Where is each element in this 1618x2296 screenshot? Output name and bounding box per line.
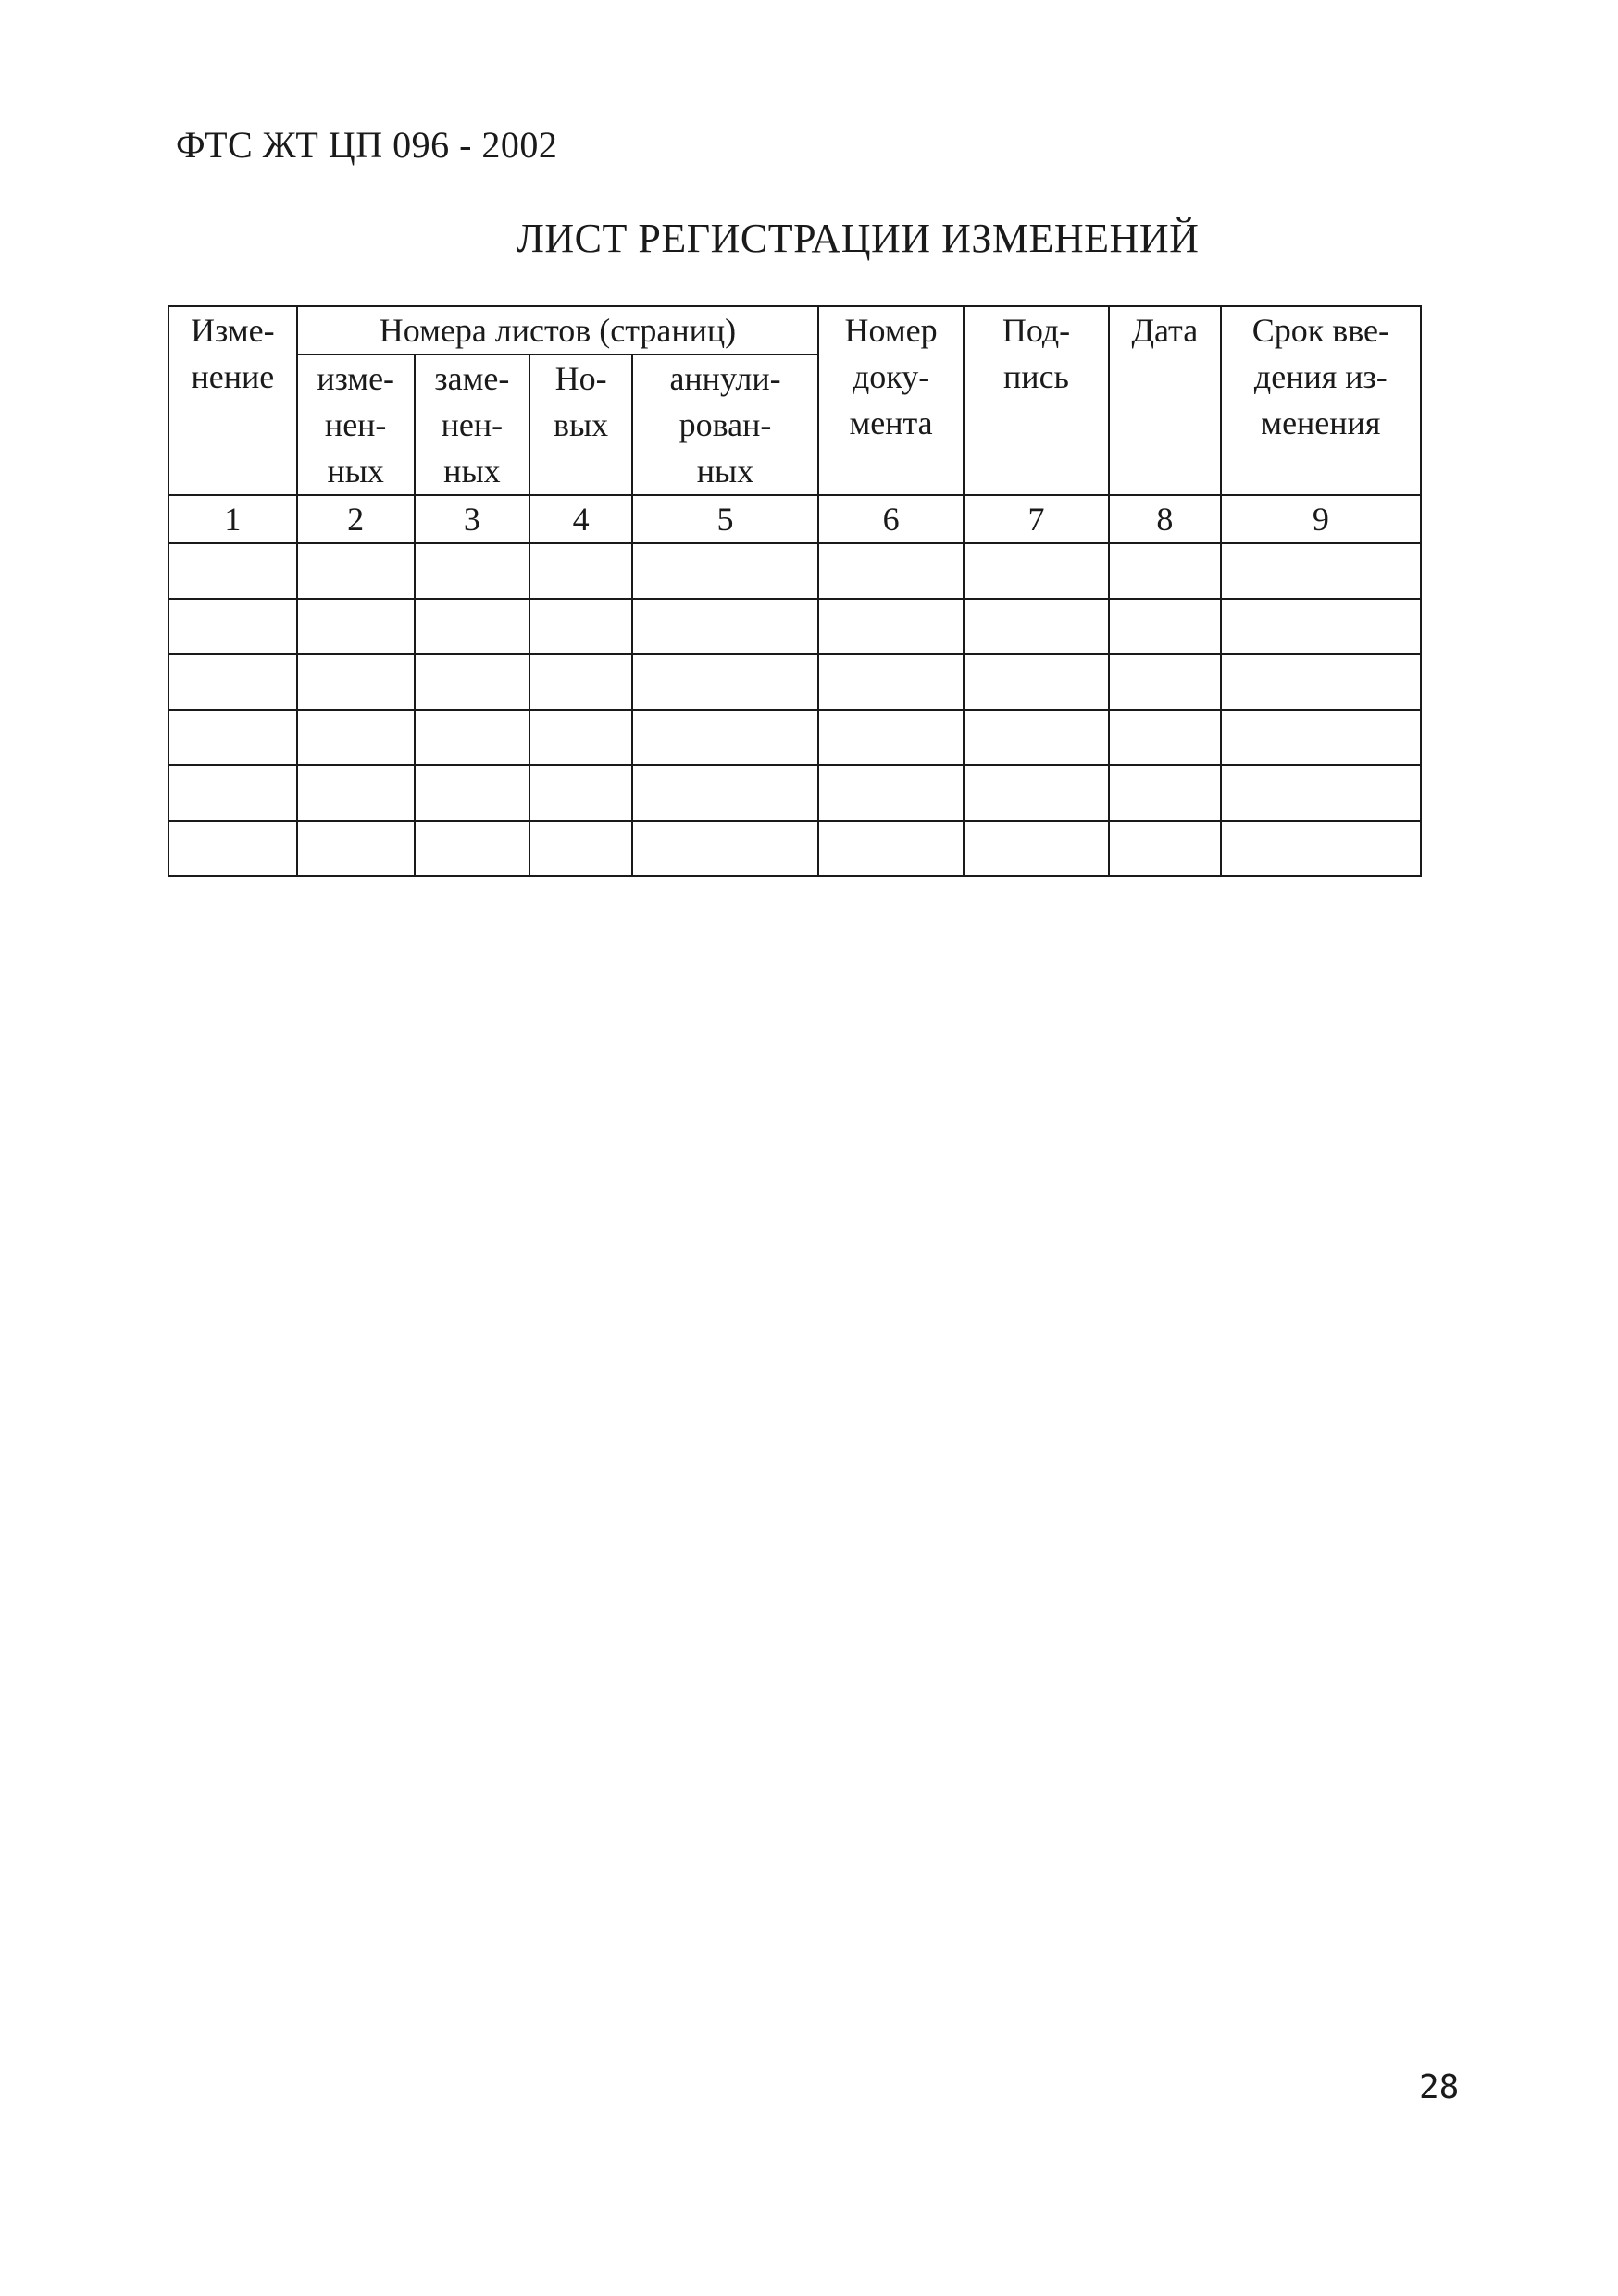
table-cell xyxy=(818,710,964,765)
col-new-line-2: вых xyxy=(553,406,609,443)
table-cell xyxy=(818,654,964,710)
table-cell xyxy=(529,765,632,821)
table-cell xyxy=(1221,765,1421,821)
table-cell xyxy=(529,543,632,599)
table-cell xyxy=(529,821,632,876)
col-change-line-1: Изме- xyxy=(191,312,275,349)
col-change-header xyxy=(168,306,297,495)
table-cell xyxy=(1109,821,1221,876)
table-cell xyxy=(168,543,297,599)
col-doc-number-line-2: доку- xyxy=(852,358,930,395)
col-new-header xyxy=(529,354,632,495)
col-replaced-line-2: нен- xyxy=(441,406,504,443)
col-doc-number-line-3: мента xyxy=(849,404,933,441)
table-cell xyxy=(1109,765,1221,821)
column-number-8: 8 xyxy=(1109,495,1221,543)
table-cell xyxy=(529,710,632,765)
table-cell xyxy=(415,654,530,710)
column-number-7: 7 xyxy=(964,495,1109,543)
table-cell xyxy=(964,599,1109,654)
table-cell xyxy=(297,821,415,876)
table-cell xyxy=(632,710,818,765)
table-row xyxy=(168,654,1421,710)
table-cell xyxy=(168,710,297,765)
table-cell xyxy=(964,710,1109,765)
table-row xyxy=(168,543,1421,599)
table-cell xyxy=(529,654,632,710)
col-date-header: Дата xyxy=(1109,306,1221,495)
table-cell xyxy=(415,599,530,654)
table-cell xyxy=(297,599,415,654)
page-number: 28 xyxy=(1419,2068,1460,2106)
table-cell xyxy=(297,765,415,821)
col-signature-line-1: Под- xyxy=(1002,312,1071,349)
table-cell xyxy=(1109,710,1221,765)
table-cell xyxy=(415,821,530,876)
document-code: ФТС ЖТ ЦП 096 - 2002 xyxy=(176,124,558,166)
col-new-line-1: Но- xyxy=(554,360,607,397)
column-number-3: 3 xyxy=(415,495,530,543)
table-cell xyxy=(632,765,818,821)
column-number-2: 2 xyxy=(297,495,415,543)
table-cell xyxy=(1221,710,1421,765)
table-cell xyxy=(1221,821,1421,876)
table-cell xyxy=(168,765,297,821)
col-changed-line-2: нен- xyxy=(324,406,387,443)
col-replaced-line-1: заме- xyxy=(434,360,510,397)
sheet-title: ЛИСТ РЕГИСТРАЦИИ ИЗМЕНЕНИЙ xyxy=(517,216,1200,261)
column-number-5: 5 xyxy=(632,495,818,543)
table-cell xyxy=(415,710,530,765)
table-cell xyxy=(1109,654,1221,710)
col-deadline-line-2: дения из- xyxy=(1253,358,1388,395)
table-cell xyxy=(632,599,818,654)
table-cell xyxy=(529,599,632,654)
table-cell xyxy=(964,654,1109,710)
table-cell xyxy=(964,765,1109,821)
col-changed-line-1: изме- xyxy=(317,360,395,397)
table-cell xyxy=(818,821,964,876)
table-cell xyxy=(1221,543,1421,599)
table-cell xyxy=(168,599,297,654)
table-cell xyxy=(297,710,415,765)
column-number-6: 6 xyxy=(818,495,964,543)
table-cell xyxy=(1221,654,1421,710)
table-cell xyxy=(632,543,818,599)
change-registration-table xyxy=(168,305,1422,877)
table-cell xyxy=(818,543,964,599)
table-cell xyxy=(818,599,964,654)
table-cell xyxy=(818,765,964,821)
table-cell xyxy=(1221,599,1421,654)
table-cell xyxy=(168,654,297,710)
col-replaced-header xyxy=(415,354,530,495)
table-cell xyxy=(632,654,818,710)
col-change-line-2: нение xyxy=(191,358,275,395)
column-number-4: 4 xyxy=(529,495,632,543)
col-deadline-header xyxy=(1221,306,1421,495)
column-number-row xyxy=(168,495,1421,543)
table-cell xyxy=(1109,599,1221,654)
table-row xyxy=(168,599,1421,654)
table-cell xyxy=(168,821,297,876)
table-cell xyxy=(415,543,530,599)
col-changed-header xyxy=(297,354,415,495)
header-row-main xyxy=(168,306,1421,354)
table-cell xyxy=(964,821,1109,876)
sheet-numbers-group-header: Номера листов (страниц) xyxy=(297,306,818,354)
col-replaced-line-3: ных xyxy=(443,453,501,490)
col-signature-line-2: пись xyxy=(1003,358,1069,395)
table-row xyxy=(168,821,1421,876)
table-cell xyxy=(1109,543,1221,599)
col-annulled-header xyxy=(632,354,818,495)
col-doc-number-header xyxy=(818,306,964,495)
col-changed-line-3: ных xyxy=(327,453,384,490)
table-cell xyxy=(415,765,530,821)
col-annulled-line-1: аннули- xyxy=(669,360,781,397)
col-deadline-line-3: менения xyxy=(1261,404,1381,441)
col-annulled-line-3: ных xyxy=(696,453,754,490)
table-cell xyxy=(964,543,1109,599)
col-annulled-line-2: рован- xyxy=(678,406,772,443)
column-number-1: 1 xyxy=(168,495,297,543)
col-doc-number-line-1: Номер xyxy=(844,312,938,349)
column-number-9: 9 xyxy=(1221,495,1421,543)
table-cell xyxy=(297,654,415,710)
table-cell xyxy=(297,543,415,599)
col-deadline-line-1: Срок вве- xyxy=(1251,312,1389,349)
table-row xyxy=(168,765,1421,821)
col-signature-header xyxy=(964,306,1109,495)
table-row xyxy=(168,710,1421,765)
table-cell xyxy=(632,821,818,876)
